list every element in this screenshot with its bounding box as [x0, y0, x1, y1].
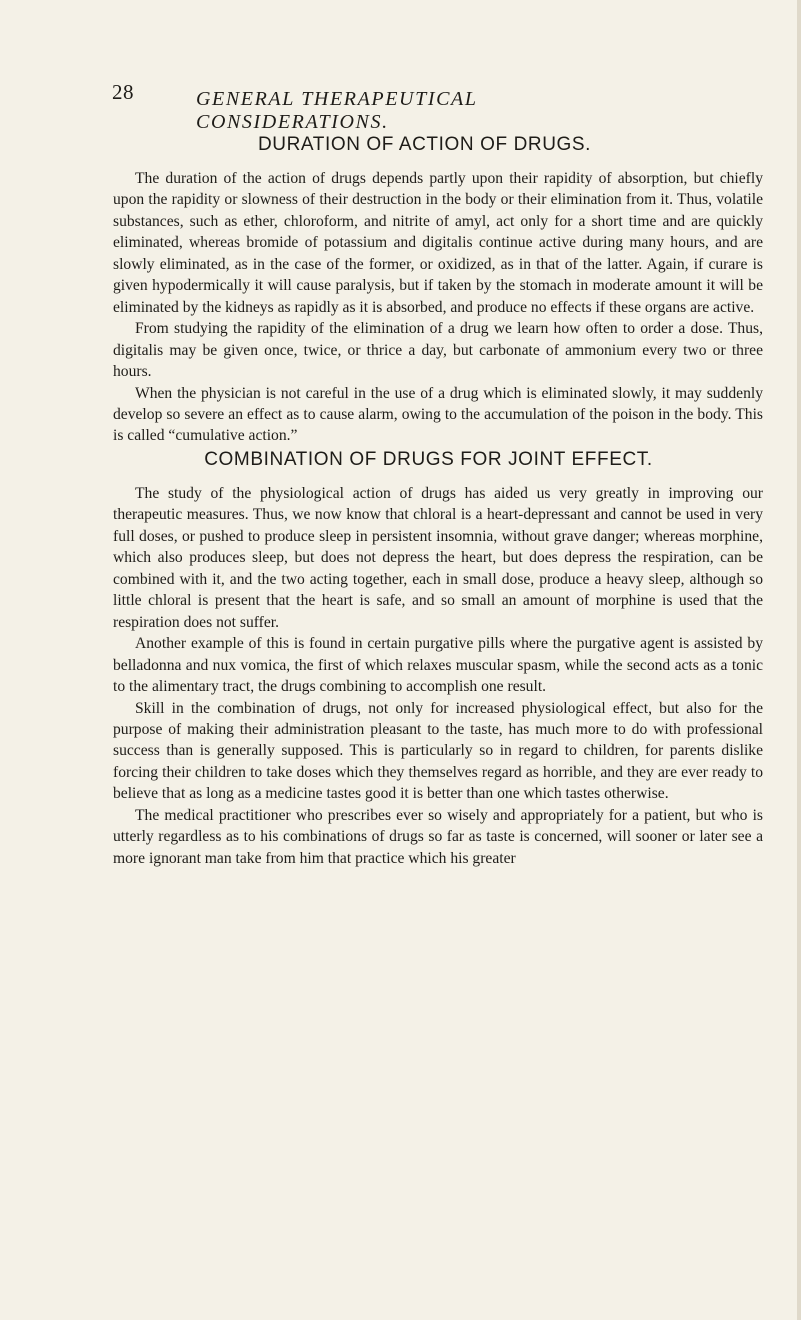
section-body-combination	[113, 483, 763, 869]
paragraph: Another example of this is found in certain purgative pills where the purgative agent is assisted by belladonna and nux vomica, the first of which relaxes muscular spasm, while the second acts as a tonic to the alimentary tract, the drugs combining to accomplish one result.	[113, 635, 763, 696]
section-heading-combination: COMBINATION OF DRUGS FOR JOINT EFFECT.	[204, 449, 653, 470]
section-body-duration	[113, 168, 763, 447]
page-edge-shadow	[797, 0, 801, 1320]
paragraph: When the physician is not careful in the use of a drug which is eliminated slowly, it may suddenly develop so severe an effect as to cause alarm, owing to the accumulation of the poison in the body. This is called “cumulative action.”	[113, 384, 763, 445]
paragraph: The medical practitioner who prescribes ever so wisely and appropriately for a patient, but who is utterly regardless as to his combinations of drugs so far as taste is concerned, will sooner or later see a more ignorant man take from him that practice which his greater	[113, 806, 763, 867]
running-head: GENERAL THERAPEUTICAL CONSIDERATIONS.	[196, 88, 478, 133]
paragraph: Skill in the combination of drugs, not only for increased physiological effect, but also for the purpose of making their administration pleasant to the taste, has much more to do with professional success than is generally supposed. This is particularly so in regard to children, for parents dislike forcing their children to take doses which they themselves regard as horrible, and they are ever ready to believe that as long as a medicine tastes good it is better than one which tastes otherwise.	[113, 699, 763, 803]
paragraph: The duration of the action of drugs depends partly upon their rapidity of absorption, but chiefly upon the rapidity or slowness of their destruction in the body or their elimination from it. Thus, volatile substances, such as ether, chloroform, and nitrite of amyl, act only for a short time and are quickly eliminated, whereas bromide of potassium and digitalis continue active during many hours, and are slowly eliminated, as in the case of the former, or oxidized, as in that of the latter. Again, if curare is given hypodermically it will cause paralysis, but if taken by the stomach in moderate amount it will be eliminated by the kidneys as rapidly as it is absorbed, and produce no effects if these organs are active.	[113, 170, 763, 316]
paragraph: The study of the physiological action of drugs has aided us very greatly in improving our therapeutic measures. Thus, we now know that chloral is a heart-depressant and cannot be used in very full doses, or pushed to produce sleep in persistent insomnia, without grave danger; whereas morphine, which also produces sleep, but does not depress the heart, but does depress the respiration, can be combined with it, and the two acting together, each in small dose, produce a heavy sleep, although so little chloral is present that the heart is safe, and so small an amount of morphine is used that the respiration does not suffer.	[113, 485, 763, 631]
section-heading-duration: DURATION OF ACTION OF DRUGS.	[257, 134, 592, 155]
paragraph: From studying the rapidity of the elimination of a drug we learn how often to order a dose. Thus, digitalis may be given once, twice, or thrice a day, but carbonate of ammonium every two or three hours.	[113, 320, 763, 381]
page-number: 28	[112, 80, 134, 104]
